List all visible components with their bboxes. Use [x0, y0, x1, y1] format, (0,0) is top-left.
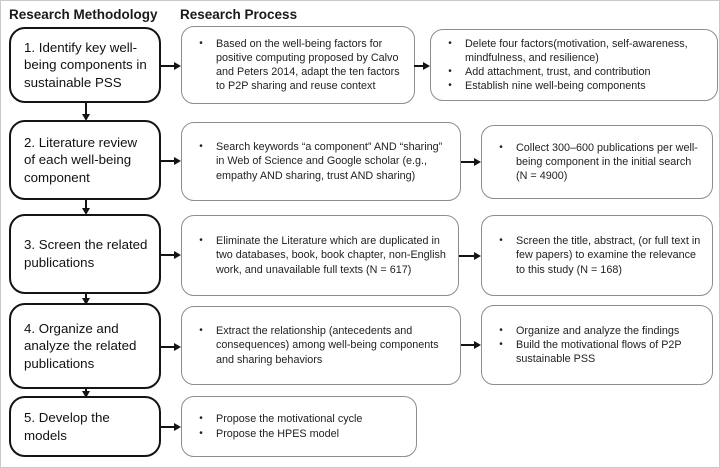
step-label-4: 4. Organize and analyze the related publications: [24, 320, 137, 371]
bullet-icon: [435, 65, 465, 79]
bullet-item: [486, 234, 704, 276]
step-label-5: 5. Develop the models: [24, 409, 110, 443]
step-label-1: 1. Identify key well-being components in sustainable PSS: [24, 39, 147, 90]
right-arrow-connector: [459, 255, 479, 257]
bullet-icon: [486, 234, 516, 248]
bullet-text: Build the motivational flows of P2P sustainable PSS: [516, 338, 682, 366]
bullet-text: Extract the relationship (antecedents and consequences) among well-being components and sharing behaviors: [216, 325, 439, 366]
bullet-text: Screen the title, abstract, (or full text in few papers) to examine the relevance to this study (N = 168): [516, 235, 701, 276]
bullet-icon: [186, 234, 216, 248]
down-arrow-connector: [85, 103, 87, 119]
bullet-text: Propose the HPES model: [216, 427, 340, 440]
right-arrow-connector: [461, 161, 479, 163]
bullet-icon: [186, 412, 216, 426]
bullet-icon: [186, 140, 216, 154]
bullet-text: Search keywords “a component” AND “sharing” in Web of Science and Google scholar (e.g., empathy AND sharing, trust AND sharing): [216, 141, 443, 182]
bullet-item: [186, 427, 408, 441]
process-box-3-middle: [181, 215, 459, 296]
bullet-icon: [435, 79, 465, 93]
column-header-research-methodology: Research Methodology: [9, 7, 158, 22]
bullet-icon: [186, 324, 216, 338]
down-arrow-connector: [85, 294, 87, 303]
bullet-item: [435, 65, 709, 79]
bullet-item: [486, 338, 704, 366]
step-label-3: 3. Screen the related publications: [24, 237, 148, 270]
right-arrow-connector: [161, 254, 179, 256]
bullet-icon: [486, 324, 516, 338]
step-label-2: 2. Literature review of each well-being component: [24, 134, 138, 185]
bullet-text: Delete four factors(motivation, self-awareness, mindfulness, and resilience): [465, 37, 688, 64]
process-box-3-right: [481, 215, 713, 296]
right-arrow-connector: [414, 65, 428, 67]
right-arrow-connector: [161, 346, 179, 348]
step-box-4: [9, 303, 161, 389]
process-box-2-middle: [181, 122, 461, 201]
right-arrow-connector: [461, 344, 479, 346]
bullet-item: [435, 37, 709, 65]
bullet-item: [186, 37, 406, 93]
bullet-text: Organize and analyze the findings: [516, 324, 680, 337]
process-box-2-right: [481, 125, 713, 199]
process-box-4-middle: [181, 306, 461, 385]
process-box-1-right: [430, 29, 718, 101]
step-box-5: [9, 396, 161, 457]
bullet-text: Eliminate the Literature which are duplicated in two databases, book, book chapter, non-English work, and unavailable full texts (N = 617): [216, 235, 446, 276]
bullet-icon: [186, 427, 216, 441]
step-box-3: [9, 214, 161, 294]
bullet-item: [486, 141, 704, 183]
down-arrow-connector: [85, 389, 87, 396]
bullet-icon: [486, 338, 516, 352]
step-box-1: [9, 27, 161, 103]
bullet-item: [435, 79, 709, 93]
process-box-5-middle: [181, 396, 417, 457]
right-arrow-connector: [161, 426, 179, 428]
bullet-text: Establish nine well-being components: [465, 80, 646, 93]
right-arrow-connector: [161, 65, 179, 67]
bullet-item: [186, 412, 408, 426]
bullet-item: [486, 324, 704, 338]
bullet-icon: [486, 141, 516, 155]
bullet-text: Collect 300–600 publications per well-being component in the initial search (N = 4900): [516, 141, 698, 183]
bullet-item: [186, 324, 452, 366]
right-arrow-connector: [161, 160, 179, 162]
bullet-icon: [435, 37, 465, 51]
process-box-4-right: [481, 305, 713, 385]
column-header-research-process: Research Process: [180, 7, 298, 22]
bullet-text: Based on the well-being factors for positive computing proposed by Calvo and Peters 2014, adapt the ten factors to P2P sharing and reuse context: [216, 37, 400, 93]
bullet-item: [186, 140, 452, 182]
bullet-text: Propose the motivational cycle: [216, 413, 363, 426]
bullet-icon: [186, 37, 216, 51]
step-box-2: [9, 120, 161, 200]
bullet-item: [186, 234, 450, 276]
process-box-1-middle: [181, 26, 415, 104]
down-arrow-connector: [85, 200, 87, 213]
bullet-text: Add attachment, trust, and contribution: [465, 66, 651, 78]
